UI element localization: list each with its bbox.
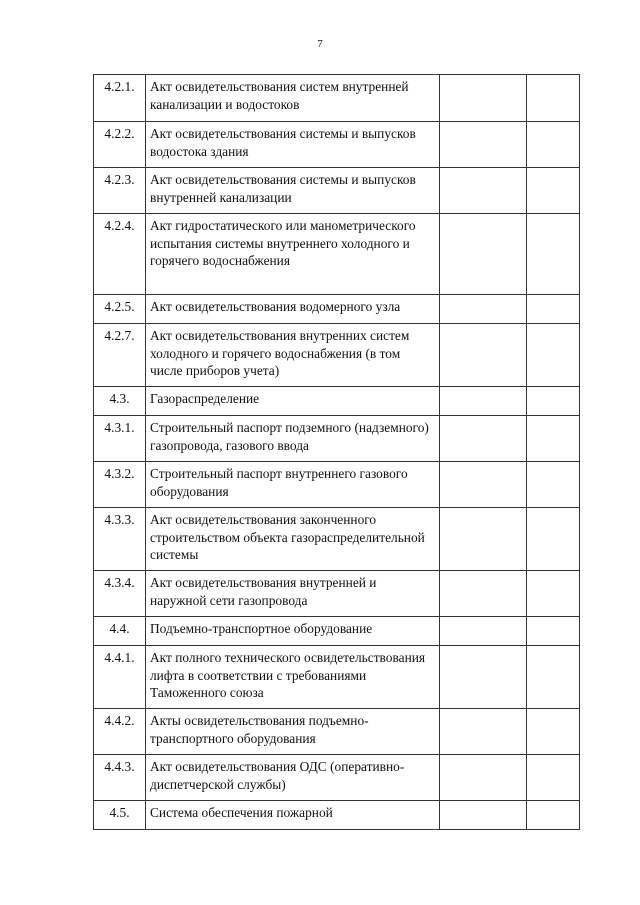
empty-cell[interactable] [440,295,527,324]
empty-cell[interactable] [440,462,527,508]
empty-cell[interactable] [527,122,580,168]
document-table [93,74,580,830]
empty-cell[interactable] [527,571,580,617]
empty-cell[interactable] [527,801,580,830]
row-number: 4.5. [94,801,146,830]
row-text: Подъемно-транспортное оборудование [146,617,440,646]
table-row [94,387,580,416]
row-number: 4.3.4. [94,571,146,617]
table-row [94,168,580,214]
row-number: 4.4. [94,617,146,646]
empty-cell[interactable] [440,168,527,214]
row-number: 4.2.5. [94,295,146,324]
table-row [94,122,580,168]
empty-cell[interactable] [527,168,580,214]
empty-cell[interactable] [440,387,527,416]
table-row [94,617,580,646]
empty-cell[interactable] [440,214,527,295]
row-text: Акт освидетельствования внутренней и наружной сети газопровода [146,571,440,617]
empty-cell[interactable] [527,214,580,295]
table-row [94,75,580,122]
table-row [94,646,580,709]
empty-cell[interactable] [527,709,580,755]
empty-cell[interactable] [440,571,527,617]
row-number: 4.4.2. [94,709,146,755]
row-number: 4.3.2. [94,462,146,508]
row-text: Акт освидетельствования систем внутренней канализации и водостоков [146,75,440,122]
row-number: 4.3.1. [94,416,146,462]
table-row [94,416,580,462]
row-text: Акт освидетельствования внутренних систем холодного и горячего водоснабжения (в том числе приборов учета) [146,324,440,387]
row-text: Акт гидростатического или манометрического испытания системы внутреннего холодного и горячего водоснабжения [146,214,440,295]
row-number: 4.2.3. [94,168,146,214]
empty-cell[interactable] [440,122,527,168]
page-number: 7 [317,38,323,50]
table-row [94,709,580,755]
row-number: 4.2.7. [94,324,146,387]
empty-cell[interactable] [440,508,527,571]
empty-cell[interactable] [527,416,580,462]
table-row [94,571,580,617]
row-text: Акт освидетельствования водомерного узла [146,295,440,324]
empty-cell[interactable] [527,646,580,709]
empty-cell[interactable] [527,387,580,416]
row-number: 4.3. [94,387,146,416]
table-row [94,801,580,830]
empty-cell[interactable] [440,324,527,387]
empty-cell[interactable] [440,75,527,122]
empty-cell[interactable] [527,295,580,324]
row-number: 4.4.3. [94,755,146,801]
empty-cell[interactable] [527,617,580,646]
row-number: 4.2.1. [94,75,146,122]
empty-cell[interactable] [440,801,527,830]
table-row [94,295,580,324]
empty-cell[interactable] [440,416,527,462]
row-text: Газораспределение [146,387,440,416]
empty-cell[interactable] [527,755,580,801]
table-row [94,755,580,801]
row-text: Акт освидетельствования системы и выпусков внутренней канализации [146,168,440,214]
row-text: Система обеспечения пожарной [146,801,440,830]
table-row [94,214,580,295]
empty-cell[interactable] [440,755,527,801]
empty-cell[interactable] [527,75,580,122]
row-text: Строительный паспорт подземного (надземного) газопровода, газового ввода [146,416,440,462]
row-text: Строительный паспорт внутреннего газового оборудования [146,462,440,508]
row-text: Акт освидетельствования законченного строительством объекта газораспределительной системы [146,508,440,571]
row-number: 4.4.1. [94,646,146,709]
row-number: 4.2.4. [94,214,146,295]
empty-cell[interactable] [440,646,527,709]
row-number: 4.3.3. [94,508,146,571]
row-text: Акт освидетельствования системы и выпусков водостока здания [146,122,440,168]
empty-cell[interactable] [527,462,580,508]
table-row [94,324,580,387]
row-text: Акт освидетельствования ОДС (оперативно-диспетчерской службы) [146,755,440,801]
row-text: Акты освидетельствования подъемно-транспортного оборудования [146,709,440,755]
empty-cell[interactable] [440,709,527,755]
row-text: Акт полного технического освидетельствования лифта в соответствии с требованиями Таможенного союза [146,646,440,709]
empty-cell[interactable] [527,324,580,387]
empty-cell[interactable] [440,617,527,646]
empty-cell[interactable] [527,508,580,571]
table-row [94,462,580,508]
table-row [94,508,580,571]
row-number: 4.2.2. [94,122,146,168]
